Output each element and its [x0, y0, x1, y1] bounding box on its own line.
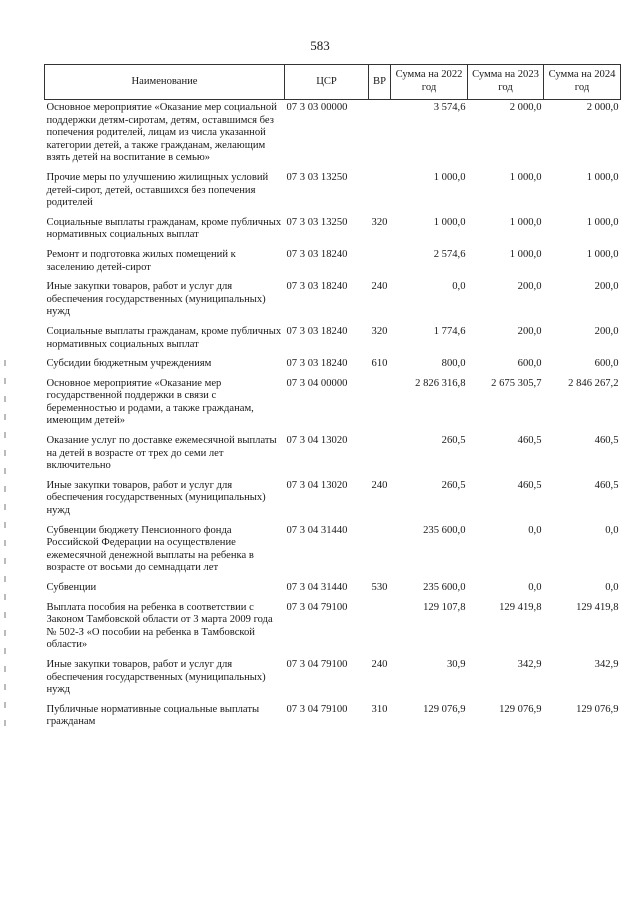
row-vr-code: 610	[371, 358, 388, 370]
row-csr-code: 07 3 03 18240	[286, 358, 348, 370]
row-sum-2022: 129 076,9	[423, 703, 466, 715]
row-sum-2022: 1 774,6	[433, 325, 466, 337]
row-name: Иные закупки товаров, работ и услуг для обеспечения государственных (муниципальных) нужд	[46, 658, 266, 696]
row-csr-code: 07 3 04 00000	[286, 377, 348, 389]
row-sum-2023: 2 675 305,7	[491, 377, 542, 389]
page-number: 583	[310, 38, 330, 53]
header-row	[45, 65, 621, 100]
row-sum-2022: 260,5	[441, 479, 466, 491]
row-name: Выплата пособия на ребенка в соответствии с Законом Тамбовской области от 3 марта 2009 года № 502-З «О пособии на ребенка в Тамбовской области»	[46, 601, 273, 651]
table-row	[45, 433, 621, 478]
row-sum-2024: 129 419,8	[576, 601, 619, 613]
row-sum-2022: 0,0	[452, 281, 466, 293]
row-sum-2024: 1 000,0	[586, 216, 619, 228]
row-sum-2022: 2 826 316,8	[415, 377, 466, 389]
row-sum-2022: 3 574,6	[433, 102, 466, 113]
row-csr-code: 07 3 04 13020	[286, 479, 348, 491]
row-sum-2022: 129 107,8	[423, 601, 466, 613]
row-sum-2023: 129 076,9	[499, 703, 542, 715]
row-csr-code: 07 3 03 00000	[286, 102, 348, 113]
row-sum-2023: 0,0	[528, 524, 542, 536]
row-vr-code	[369, 376, 391, 433]
row-name: Основное мероприятие «Оказание мер социальной поддержки детям-сиротам, детям, оставшимся без попечения родителей, лицам из числа указанной категории детей, а также гражданам, желающим взять детей на воспитание в семью»	[46, 102, 277, 164]
row-sum-2022: 1 000,0	[433, 216, 466, 228]
row-sum-2023: 200,0	[517, 325, 542, 337]
row-csr-code: 07 3 03 13250	[286, 216, 348, 228]
header-sum-2022: Сумма на 2022 год	[391, 65, 468, 100]
row-vr-code	[369, 600, 391, 657]
table-row	[45, 324, 621, 356]
table-row	[45, 356, 621, 376]
row-csr-code: 07 3 04 13020	[286, 435, 348, 447]
row-sum-2023: 342,9	[517, 658, 542, 670]
row-sum-2024: 460,5	[594, 435, 619, 447]
row-sum-2023: 1 000,0	[509, 216, 542, 228]
row-sum-2023: 600,0	[517, 358, 542, 370]
row-vr-code: 310	[371, 703, 388, 715]
row-csr-code: 07 3 04 79100	[286, 658, 348, 670]
row-vr-code: 320	[371, 216, 388, 228]
row-vr-code: 240	[371, 281, 388, 293]
row-sum-2023: 129 419,8	[499, 601, 542, 613]
row-name: Иные закупки товаров, работ и услуг для обеспечения государственных (муниципальных) нужд	[46, 479, 266, 517]
row-vr-code: 320	[371, 325, 388, 337]
table-row	[45, 376, 621, 433]
row-name: Публичные нормативные социальные выплаты гражданам	[46, 703, 260, 728]
table-header	[45, 65, 621, 100]
row-sum-2023: 460,5	[517, 479, 542, 491]
table-row	[45, 600, 621, 657]
row-sum-2024: 1 000,0	[586, 171, 619, 183]
budget-table	[44, 64, 621, 734]
row-sum-2022: 1 000,0	[433, 171, 466, 183]
table-row	[45, 247, 621, 279]
row-name: Иные закупки товаров, работ и услуг для обеспечения государственных (муниципальных) нужд	[46, 281, 266, 318]
row-csr-code: 07 3 04 31440	[286, 582, 348, 593]
header-name: Наименование	[45, 65, 285, 100]
table-row	[45, 702, 621, 734]
row-sum-2024: 2 000,0	[586, 102, 619, 113]
row-vr-code	[369, 170, 391, 215]
row-sum-2023: 0,0	[528, 582, 542, 593]
row-sum-2022: 800,0	[441, 358, 466, 370]
row-vr-code	[369, 523, 391, 580]
row-sum-2024: 200,0	[594, 325, 619, 337]
row-sum-2024: 0,0	[605, 524, 619, 536]
row-vr-code	[369, 247, 391, 279]
table-row	[45, 657, 621, 702]
row-sum-2024: 0,0	[605, 582, 619, 593]
row-name: Прочие меры по улучшению жилищных условий детей-сирот, детей, оставшихся без попечения родителей	[46, 171, 269, 209]
header-vr: ВР	[369, 65, 391, 100]
row-sum-2023: 1 000,0	[509, 248, 542, 260]
row-name: Социальные выплаты гражданам, кроме публичных нормативных социальных выплат	[46, 325, 282, 350]
row-sum-2024: 1 000,0	[586, 248, 619, 260]
header-sum-2024: Сумма на 2024 год	[544, 65, 621, 100]
row-sum-2024: 460,5	[594, 479, 619, 491]
row-name: Оказание услуг по доставке ежемесячной выплаты на детей в возрасте от трех до семи лет включительно	[46, 435, 277, 472]
row-name: Социальные выплаты гражданам, кроме публичных нормативных социальных выплат	[46, 216, 282, 241]
header-csr: ЦСР	[285, 65, 369, 100]
row-vr-code: 530	[371, 582, 388, 593]
row-sum-2024: 200,0	[594, 281, 619, 293]
table-row	[45, 523, 621, 580]
row-sum-2024: 600,0	[594, 358, 619, 370]
row-csr-code: 07 3 04 31440	[286, 524, 348, 536]
row-sum-2023: 2 000,0	[509, 102, 542, 113]
table-body	[45, 100, 621, 734]
table-row	[45, 478, 621, 523]
header-sum-2023: Сумма на 2023 год	[468, 65, 544, 100]
table-row	[45, 170, 621, 215]
row-sum-2024: 129 076,9	[576, 703, 619, 715]
row-sum-2022: 260,5	[441, 435, 466, 447]
row-sum-2022: 235 600,0	[423, 582, 466, 593]
row-sum-2023: 200,0	[517, 281, 542, 293]
row-sum-2022: 30,9	[446, 658, 466, 670]
row-name: Субвенции бюджету Пенсионного фонда Российской Федерации на осуществление ежемесячной денежной выплаты на ребенка в возрасте от восьми до семнадцати лет	[46, 524, 254, 574]
row-csr-code: 07 3 03 18240	[286, 248, 348, 260]
row-sum-2023: 1 000,0	[509, 171, 542, 183]
row-csr-code: 07 3 03 18240	[286, 281, 348, 293]
row-csr-code: 07 3 03 13250	[286, 171, 348, 183]
row-name: Субсидии бюджетным учреждениям	[46, 358, 212, 370]
row-sum-2022: 235 600,0	[423, 524, 466, 536]
table-row	[45, 100, 621, 170]
row-sum-2024: 2 846 267,2	[568, 377, 619, 389]
row-vr-code	[369, 433, 391, 478]
row-vr-code: 240	[371, 658, 388, 670]
table-row	[45, 279, 621, 324]
row-vr-code	[369, 100, 391, 170]
row-name: Основное мероприятие «Оказание мер государственной поддержки в связи с беременностью и родами, а также гражданам, имеющим детей»	[46, 377, 254, 427]
row-name: Субвенции	[46, 582, 97, 593]
scan-margin-mark	[4, 360, 6, 730]
table-row	[45, 215, 621, 247]
row-csr-code: 07 3 04 79100	[286, 601, 348, 613]
row-vr-code: 240	[371, 479, 388, 491]
row-csr-code: 07 3 03 18240	[286, 325, 348, 337]
row-csr-code: 07 3 04 79100	[286, 703, 348, 715]
row-sum-2024: 342,9	[594, 658, 619, 670]
row-name: Ремонт и подготовка жилых помещений к заселению детей-сирот	[46, 248, 236, 273]
row-sum-2023: 460,5	[517, 435, 542, 447]
table-row	[45, 580, 621, 600]
row-sum-2022: 2 574,6	[433, 248, 466, 260]
